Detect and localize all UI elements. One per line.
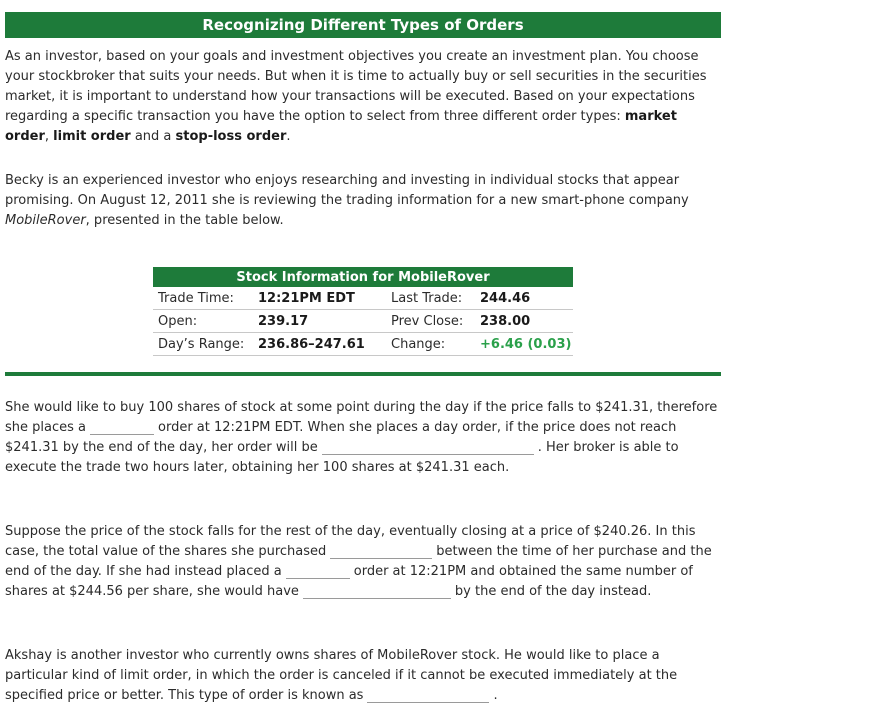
q2-text-c: order at 12:21PM and obtained the same number of shares at $244.56 per share, she would have — [5, 564, 693, 599]
becky-text: Becky is an experienced investor who enjoys researching and investing in individual stocks that appear promising. On August 12, 2011 she is reviewing the trading information for a new smart-phone company — [5, 173, 689, 208]
order-type-dropdown-1[interactable] — [90, 420, 154, 435]
intro-period: . — [286, 129, 291, 144]
value-trade-time: 12:21PM EDT — [253, 287, 386, 310]
question-1 — [5, 398, 721, 478]
q1-text-c: . Her broker is able to execute the trade two hours later, obtaining her 100 shares at $241.31 each. — [5, 440, 679, 475]
q2-text-a: Suppose the price of the stock falls for the rest of the day, eventually closing at a price of $240.26. In this case, the total value of the shares she purchased — [5, 524, 696, 559]
becky-text-end: , presented in the table below. — [85, 213, 284, 228]
stock-table-header: Stock Information for MobileRover — [153, 267, 573, 287]
table-row — [153, 287, 573, 310]
label-trade-time: Trade Time: — [153, 287, 253, 310]
label-change: Change: — [386, 333, 475, 356]
value-open: 239.17 — [253, 310, 386, 333]
label-last-trade: Last Trade: — [386, 287, 475, 310]
gain-loss-dropdown[interactable] — [303, 584, 451, 599]
value-prev-close: 238.00 — [475, 310, 573, 333]
page-title: Recognizing Different Types of Orders — [5, 12, 721, 38]
q3-text-b: . — [493, 688, 498, 703]
section-divider — [5, 372, 721, 376]
intro-text: As an investor, based on your goals and investment objectives you create an investment plan. You choose your stockbroker that suits your needs. But when it is time to actually buy or sell securities in the securities market, it is important to understand how your transactions will be executed. Based on your expectations regarding a specific transaction you have the option to select from three different order types: — [5, 49, 707, 124]
term-market-order: market order — [5, 109, 677, 144]
stock-info-table — [153, 267, 573, 356]
q2-text-d: by the end of the day instead. — [454, 584, 652, 599]
question-3 — [5, 646, 721, 706]
q3-text-a: Akshay is another investor who currently owns shares of MobileRover stock. He would like to place a particular kind of limit order, in which the order is canceled if it cannot be executed immediately at the specified price or better. This type of order is known as — [5, 648, 678, 703]
q1-text-a: She would like to buy 100 shares of stock at some point during the day if the price falls to $241.31, therefore she places a — [5, 400, 718, 435]
order-outcome-dropdown[interactable] — [322, 440, 534, 455]
table-row — [153, 333, 573, 356]
question-2 — [5, 522, 721, 602]
value-change-dropdown[interactable] — [330, 544, 432, 559]
table-row — [153, 310, 573, 333]
label-open: Open: — [153, 310, 253, 333]
value-last-trade: 244.46 — [475, 287, 573, 310]
intro-paragraph — [5, 47, 721, 147]
label-prev-close: Prev Close: — [386, 310, 475, 333]
value-change: +6.46 (0.03) — [475, 333, 573, 356]
intro-and: and a — [130, 129, 176, 144]
becky-paragraph — [5, 171, 721, 231]
value-days-range: 236.86–247.61 — [253, 333, 386, 356]
company-name: MobileRover — [5, 213, 86, 228]
intro-comma: , — [44, 129, 54, 144]
limit-order-type-dropdown[interactable] — [367, 688, 489, 703]
content — [5, 12, 721, 706]
term-stop-loss-order: stop-loss order — [175, 129, 287, 144]
q1-text-b: order at 12:21PM EDT. When she places a day order, if the price does not reach $241.31 by the end of the day, her order will be — [5, 420, 677, 455]
label-days-range: Day’s Range: — [153, 333, 253, 356]
order-type-dropdown-2[interactable] — [286, 564, 350, 579]
term-limit-order: limit order — [53, 129, 131, 144]
q2-text-b: between the time of her purchase and the end of the day. If she had instead placed a — [5, 544, 712, 579]
